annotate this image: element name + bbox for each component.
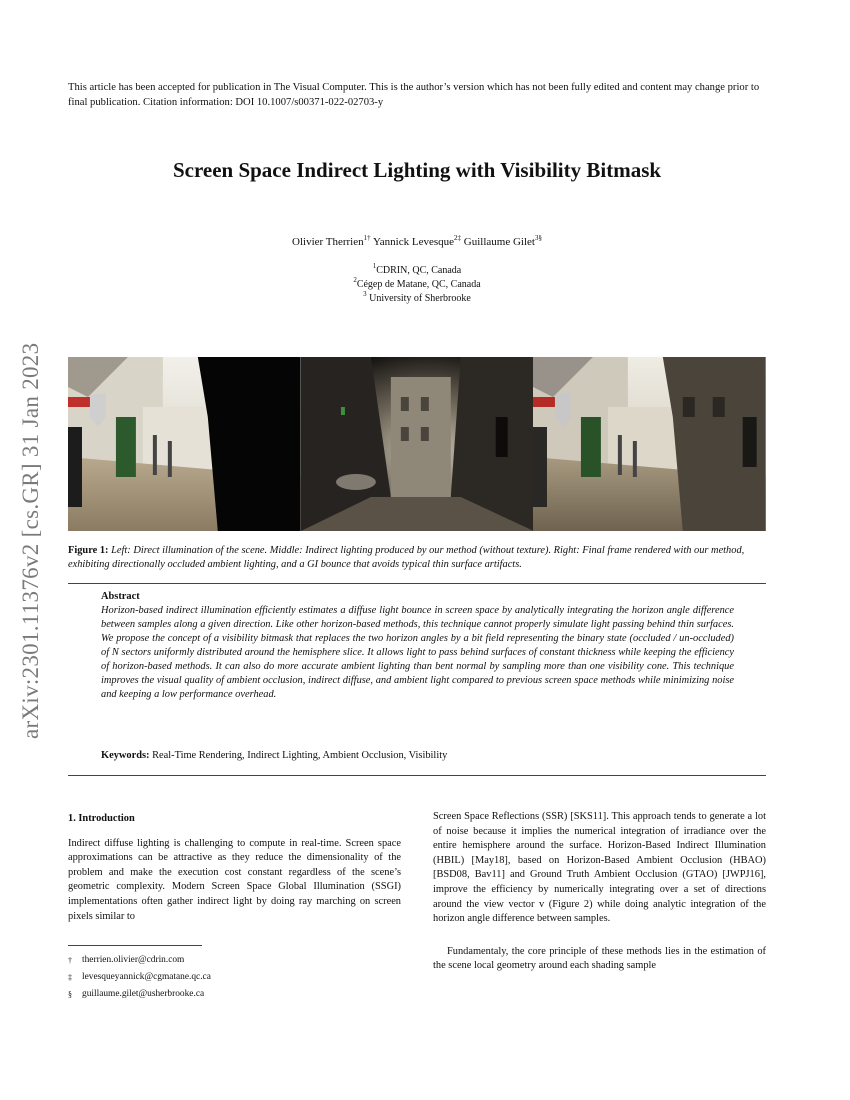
figure-panel-direct [68,357,301,531]
footnote-rule [68,945,202,946]
abstract-heading: Abstract [101,591,140,602]
left-column [68,812,401,924]
paragraph: Fundamentaly, the core principle of these methods lies in the estimation of the scene local geometry around each shading sample [433,945,766,972]
affiliation-list [0,264,834,306]
figure-caption [68,544,766,572]
keywords [101,750,734,761]
figure-caption-text: Left: Direct illumination of the scene. Middle: Indirect lighting produced by our method (without texture). Right: Final frame rendered with our method, exhibiting directionally occluded ambient lighting, and a GI bounce that avoids typical thin surface artifacts. [68,545,745,570]
affiliation: $^1$CDRIN, QC, Canada [372,262,462,276]
affiliation: $^2$Cégep de Matane, QC, Canada [353,276,481,290]
footnotes [68,952,211,1003]
figure-panel-indirect [301,357,534,531]
author-name: Olivier Therrien [292,236,364,248]
figure-label: Figure 1: [68,545,109,556]
keywords-label: Keywords: [101,750,150,761]
figure-1 [68,357,766,531]
author-name: Guillaume Gilet [463,236,535,248]
arxiv-stamp: arXiv:2301.11376v2 [cs.GR] 31 Jan 2023 [18,342,43,740]
footnote: ‡ levesqueyannick@cgmatane.qc.ca [68,972,211,982]
divider [68,583,766,584]
abstract-body: Horizon-based indirect illumination efficiently estimates a diffuse light bounce in screen space by analytically integrating the horizon angle difference between samples along a given direction. Like other horizon-based methods, this technique cannot properly simulate light passing behind thin surfaces. We propose the concept of a visibility bitmask that replaces the two horizon angles by a bit field representing the binary state (occluded / un-occluded) of N sectors uniformly distributed around the hemisphere slice. It allows light to pass behind surfaces of constant thickness while keeping the efficiency of horizon-based methods. It can also do more accurate ambient lighting than bent normal by sampling more than one visibility cone. This technique improves the visual quality of ambient occlusion, indirect diffuse, and ambient light compared to previous screen space methods while minimizing noise and keeping a low performance overhead. [101,605,734,700]
divider [68,775,766,776]
paragraph: Screen Space Reflections (SSR) [SKS11]. This approach tends to generate a lot of noise because it implies the numerical integration of irradiance over the entire hemisphere around the surface. Horizon-Based Indirect Illumination (HBIL) [May18], based on Horizon-Based Ambient Occlusion (HBAO) [BSD08, Bav11] and Ground Truth Ambient Occlusion (GTAO) [JWPJ16], improve the efficiency by numerically integrating over a set of directions around the view vector v (Figure 2) while doing analytic integration of the horizon angle difference between samples. [433,811,766,925]
publication-notice: This article has been accepted for publication in The Visual Computer. This is the author’s version which has not been fully edited and content may change prior to final publication. Citation information: DOI 10.1007/s00371-022-02703-y [68,82,760,108]
figure-panel-final [533,357,766,531]
abstract [101,590,734,702]
author-name: Yannick Levesque [372,236,455,248]
affiliation: $^3$ University of Sherbrooke [363,290,471,304]
author-sup: 2‡ [454,234,462,242]
footnote: § guillaume.gilet@usherbrooke.ca [68,989,205,999]
section-heading: 1. Introduction [68,813,135,824]
author-sup: 3§ [534,234,542,242]
right-column [433,810,766,974]
keywords-text: Real-Time Rendering, Indirect Lighting, Ambient Occlusion, Visibility [152,750,448,761]
author-list [0,236,834,248]
footnote: † therrien.olivier@cdrin.com [68,955,185,965]
paragraph: Indirect diffuse lighting is challenging to compute in real-time. Screen space approximations can be attractive as they reduce the dimensionality of the problem and make the execution cost constant regardless of the scene’s geometric complexity. Modern Screen Space Global Illumination (SSGI) implementations often gather indirect light by doing ray marching on screen pixels similar to [68,837,401,922]
author-sup: 1† [363,234,371,242]
paper-title: Screen Space Indirect Lighting with Visibility Bitmask [172,158,662,182]
